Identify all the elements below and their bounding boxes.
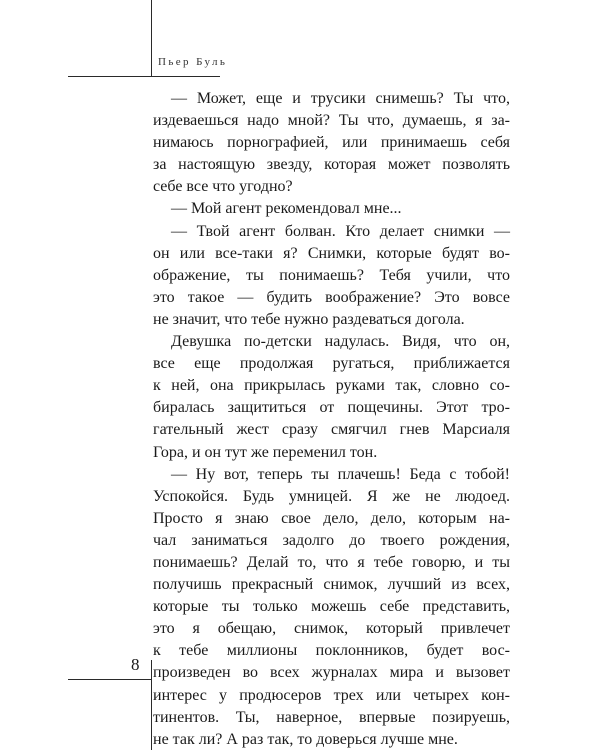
- text-line: нимаюсь порнографией, или принимаешь себя: [153, 134, 510, 152]
- text-line: — Ну вот, теперь ты плачешь! Беда с тобой!: [171, 465, 510, 483]
- text-line: к тебе миллионы поклонников, будет вос-: [153, 642, 510, 660]
- text-line: тинентов. Ты, наверное, впервые позируешь,: [153, 708, 510, 726]
- text-line: за настоящую звезду, которая может позволять: [153, 156, 510, 174]
- text-line: не так ли? А раз так, то доверься лучше мне.: [153, 730, 458, 748]
- text-line: получишь прекрасный снимок, лучший из всех,: [153, 576, 510, 594]
- text-line: — Может, еще и трусики снимешь? Ты что,: [171, 90, 510, 107]
- text-line: интерес у продюсеров трех или четырех кон-: [153, 686, 510, 704]
- text-line: Успокойся. Будь умницей. Я же не людоед.: [153, 487, 510, 505]
- text-line: Гора, и он тут же переменил тон.: [153, 443, 378, 461]
- page-number: 8: [131, 655, 140, 674]
- text-line: Просто я знаю свое дело, дело, которым на-: [153, 509, 510, 527]
- text-line: произведен во всех журналах мира и вызовет: [153, 664, 510, 682]
- text-line: биралась защититься от пощечины. Этот тро-: [153, 399, 510, 417]
- text-line: которые ты только можешь себе представить,: [153, 598, 510, 616]
- text-line: это я обещаю, снимок, который привлечет: [153, 620, 510, 638]
- footer-vertical-rule: [151, 660, 152, 750]
- text-line: к ней, она прикрылась руками так, словно со-: [153, 377, 510, 395]
- text-line: себе все что угодно?: [153, 178, 293, 196]
- text-line: это такое — будить воображение? Это вовсе: [153, 288, 510, 306]
- text-line: Девушка по-детски надулась. Видя, что он,: [171, 333, 510, 351]
- text-line: чал заниматься задолго до твоего рождения,: [153, 531, 510, 549]
- header-horizontal-rule: [68, 76, 220, 77]
- text-line: понимаешь? Делай то, что я тебе говорю, и ты: [153, 553, 510, 571]
- text-line: не значит, что тебе нужно раздеваться догола.: [153, 310, 465, 328]
- text-line: — Мой агент рекомендовал мне...: [171, 200, 402, 218]
- body-text: [153, 88, 510, 751]
- text-line: все еще продолжая ругаться, приближается: [153, 355, 510, 373]
- text-line: он или все-таки я? Снимки, которые будят во-: [153, 244, 510, 262]
- text-line: гательный жест сразу смягчил гнев Марсиаля: [153, 421, 510, 439]
- running-head: Пьер Буль: [158, 56, 228, 68]
- text-line: ображение, ты понимаешь? Тебя учили, что: [153, 266, 510, 284]
- text-line: — Твой агент болван. Кто делает снимки —: [171, 222, 510, 240]
- text-line: издеваешься надо мной? Ты что, думаешь, я за-: [153, 112, 510, 130]
- footer-horizontal-rule: [68, 679, 152, 680]
- header-vertical-rule: [151, 0, 152, 77]
